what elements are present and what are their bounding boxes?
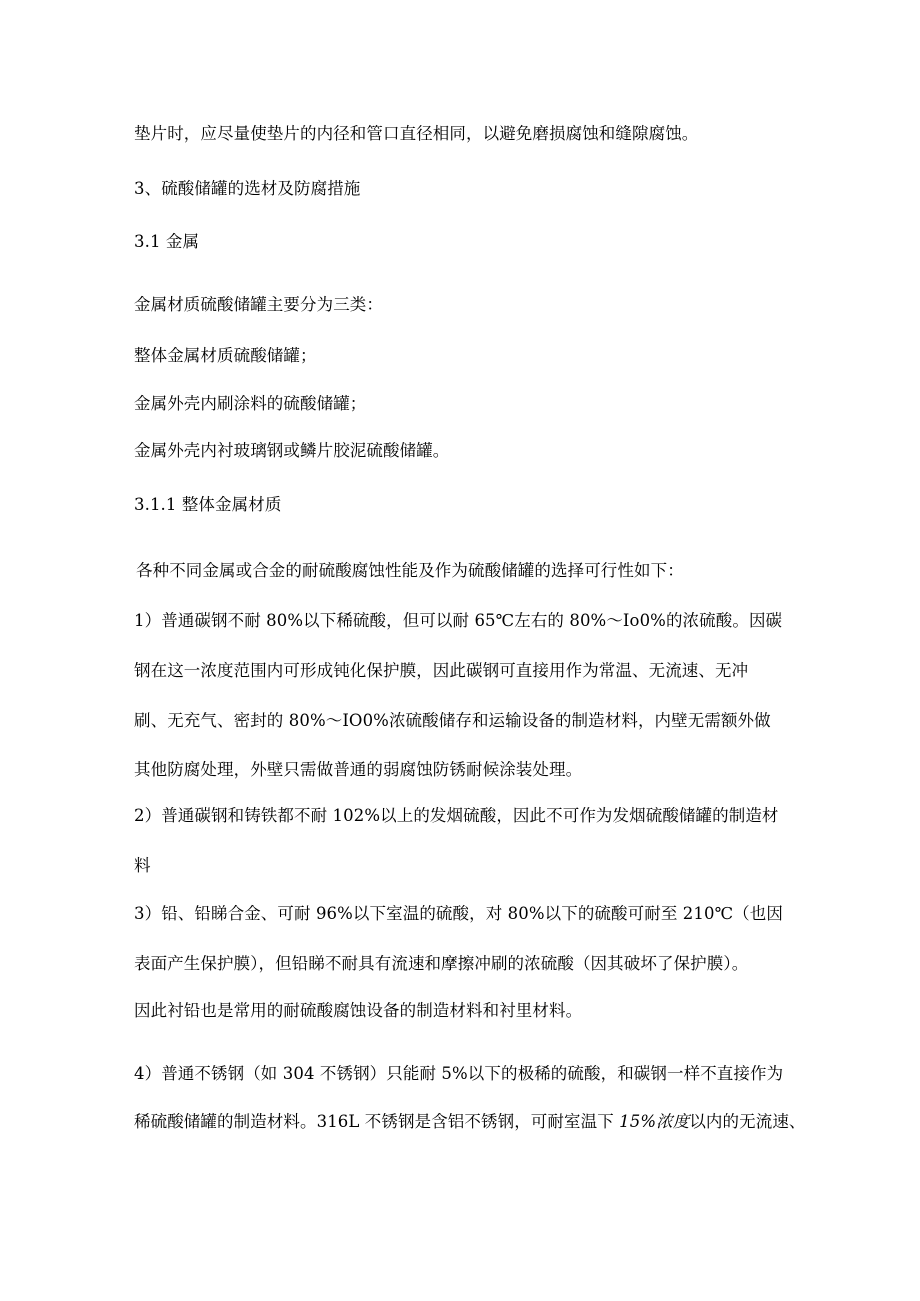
section-heading-3: 3、硫酸储罐的选材及防腐措施 [134, 179, 361, 198]
paragraph-line: 2）普通碳钢和铸铁都不耐 102%以上的发烟硫酸，因此不可作为发烟硫酸储罐的制造材 [134, 806, 779, 825]
subsection-heading-3-1: 3.1 金属 [134, 232, 200, 251]
paragraph-line: 其他防腐处理，外壁只需做普通的弱腐蚀防锈耐候涂装处理。 [134, 760, 583, 779]
paragraph-line: 刷、无充气、密封的 80%～IO0%浓硫酸储存和运输设备的制造材料，内壁无需额外做 [134, 711, 771, 730]
list-item: 整体金属材质硫酸储罐； [134, 346, 317, 365]
paragraph-line: 料 [134, 856, 151, 875]
subsection-heading-3-1-1: 3.1.1 整体金属材质 [134, 495, 282, 514]
paragraph-line: 各种不同金属或合金的耐硫酸腐蚀性能及作为硫酸储罐的选择可行性如下： [136, 561, 684, 580]
paragraph-line: 1）普通碳钢不耐 80%以下稀硫酸，但可以耐 65℃左右的 80%～Io0%的浓硫酸。因碳 [134, 611, 783, 630]
paragraph-line-last [134, 1111, 806, 1133]
paragraph-line: 因此衬铅也是常用的耐硫酸腐蚀设备的制造材料和衬里材料。 [134, 1001, 583, 1020]
paragraph-line: 金属材质硫酸储罐主要分为三类： [134, 295, 383, 314]
last-line-italic: 15%浓度 [619, 1112, 690, 1131]
paragraph-line: 垫片时，应尽量使垫片的内径和管口直径相同，以避免磨损腐蚀和缝隙腐蚀。 [134, 124, 699, 143]
paragraph-line: 表面产生保护膜），但铅睇不耐具有流速和摩擦冲刷的浓硫酸（因其破坏了保护膜）。 [134, 954, 749, 973]
paragraph-line: 3）铅、铅睇合金、可耐 96%以下室温的硫酸，对 80%以下的硫酸可耐至 210℃（也因 [134, 904, 783, 923]
list-item: 金属外壳内衬玻璃钢或鳞片胶泥硫酸储罐。 [134, 441, 450, 460]
last-line-part3: 以内的无流速、 [689, 1112, 806, 1131]
paragraph-line: 4）普通不锈钢（如 304 不锈钢）只能耐 5%以下的极稀的硫酸，和碳钢一样不直接作为 [134, 1064, 784, 1083]
paragraph-line: 钢在这一浓度范围内可形成钝化保护膜，因此碳钢可直接用作为常温、无流速、无冲 [134, 661, 749, 680]
last-line-part1: 稀硫酸储罐的制造材料。316L 不锈钢是含铝不锈钢，可耐室温下 [134, 1112, 620, 1131]
list-item: 金属外壳内刷涂料的硫酸储罐； [134, 394, 367, 413]
